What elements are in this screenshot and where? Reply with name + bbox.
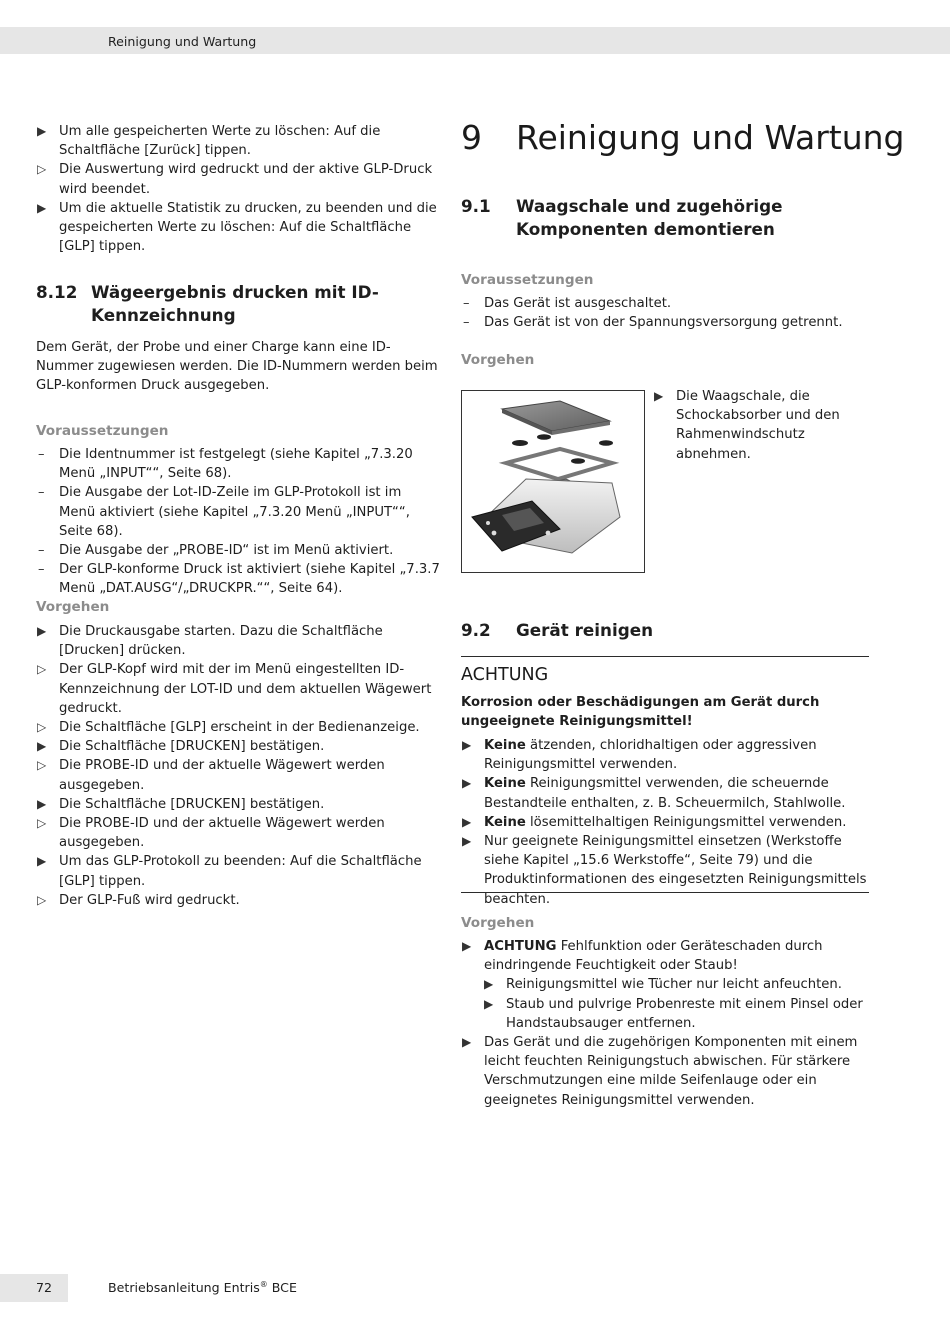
- balance-illustration: [462, 391, 644, 572]
- list-item: ▶ Um das GLP-Protokoll zu beenden: Auf die Schaltfläche [GLP] tippen.: [37, 854, 422, 889]
- warning-top-rule: [461, 656, 869, 657]
- list-item: ▶ Um die aktuelle Statistik zu drucken, zu beenden und die gespeicherten Werte zu löschen: Auf die Schaltfläche [GLP] tippen.: [37, 200, 437, 255]
- dash-icon: –: [38, 562, 45, 578]
- filled-arrow-icon: ▶: [37, 854, 47, 869]
- outline-arrow-icon: ▷: [37, 892, 47, 907]
- list-item: ▷ Die Schaltfläche [GLP] erscheint in der Bedienanzeige.: [36, 718, 440, 737]
- list-item: ▶ Das Gerät und die zugehörigen Komponenten mit einem leicht feuchten Reinigungstuch abwischen. Für stärkere Verschmutzungen eine milde Seifenlauge oder ein geeignetes Reinigungsmittel verwenden.: [462, 1035, 858, 1108]
- list-item: ▶ Die Schaltfläche [DRUCKEN] bestätigen.: [36, 737, 440, 756]
- dash-icon: –: [38, 485, 45, 501]
- list-item: ▷ Der GLP-Kopf wird mit der im Menü eingestellten ID-Kennzeichnung der LOT-ID und dem aktuellen Wägewert gedruckt.: [37, 662, 432, 716]
- list-item: – Das Gerät ist von der Spannungsversorgung getrennt.: [461, 313, 869, 332]
- prereq-list: [461, 294, 869, 332]
- list-item: ▶ Nur geeignete Reinigungsmittel einsetzen (Werkstoffe siehe Kapitel „15.6 Werkstoffe“, Seite 79) und die Produktinformationen des eingesetzten Reinigungsmittels beachten.: [462, 834, 867, 907]
- outline-arrow-icon: ▷: [37, 662, 47, 677]
- warning-list: [461, 736, 869, 909]
- running-header: Reinigung und Wartung: [108, 34, 257, 49]
- prereq-heading: Voraussetzungen: [36, 423, 169, 439]
- filled-arrow-icon: ▶: [462, 814, 472, 829]
- filled-arrow-icon: ▶: [654, 389, 664, 403]
- list-item: – Das Gerät ist ausgeschaltet.: [461, 294, 869, 313]
- list-item: – Die Ausgabe der Lot-ID-Zeile im GLP-Protokoll ist im Menü aktiviert (siehe Kapitel „7.3.20 Menü „INPUT““, Seite 68).: [38, 485, 410, 539]
- procedure-heading: Vorgehen: [461, 352, 535, 368]
- outline-arrow-icon: ▷: [37, 162, 47, 177]
- list-item: ▶ Die Druckausgabe starten. Dazu die Schaltfläche [Drucken] drücken.: [37, 624, 383, 659]
- figure-step: [653, 387, 869, 464]
- filled-arrow-icon: ▶: [37, 796, 47, 811]
- section-heading-8-12: 8.12 Wägeergebnis drucken mit ID-Kennzeichnung: [36, 282, 379, 325]
- filled-arrow-icon: ▶: [37, 624, 47, 638]
- outline-arrow-icon: ▷: [37, 758, 47, 773]
- list-item: ▶ Reinigungsmittel wie Tücher nur leicht anfeuchten.: [461, 975, 869, 994]
- list-item: ▶ Keine Reinigungsmittel verwenden, die scheuernde Bestandteile enthalten, z. B. Scheuermilch, Stahlwolle.: [462, 776, 846, 811]
- list-item: ▷ Die Auswertung wird gedruckt und der aktive GLP-Druck wird beendet.: [37, 162, 433, 197]
- filled-arrow-icon: ▶: [484, 977, 494, 992]
- filled-arrow-icon: ▶: [37, 124, 47, 138]
- filled-arrow-icon: ▶: [462, 1035, 472, 1050]
- filled-arrow-icon: ▶: [37, 200, 47, 215]
- filled-arrow-icon: ▶: [37, 739, 47, 754]
- procedure-heading: Vorgehen: [461, 915, 535, 931]
- list-item: ▷ Die PROBE-ID und der aktuelle Wägewert werden ausgegeben.: [37, 758, 385, 793]
- list-item: – Der GLP-konforme Druck ist aktiviert (siehe Kapitel „7.3.7 Menü „DAT.AUSG“/„DRUCKPR.““, Seite 64).: [38, 562, 440, 597]
- procedure-list: [461, 937, 869, 1110]
- outline-arrow-icon: ▷: [37, 816, 47, 831]
- warning-heading: Korrosion oder Beschädigungen am Gerät durch ungeeignete Reinigungsmittel!: [461, 695, 820, 730]
- filled-arrow-icon: ▶: [484, 996, 494, 1011]
- list-item: ▶ Die Schaltfläche [DRUCKEN] bestätigen.: [36, 795, 440, 814]
- list-item: – Die Identnummer ist festgelegt (siehe Kapitel „7.3.20 Menü „INPUT““, Seite 68).: [38, 447, 413, 482]
- procedure-heading: Vorgehen: [36, 599, 110, 615]
- list-item: ▶ Staub und pulvrige Probenreste mit einem Pinsel oder Handstaubsauger entfernen.: [484, 996, 863, 1031]
- procedure-list: [36, 622, 440, 910]
- list-item: ▶ Die Waagschale, die Schockabsorber und den Rahmenwindschutz abnehmen.: [654, 389, 840, 462]
- dash-icon: –: [38, 447, 45, 462]
- filled-arrow-icon: ▶: [462, 738, 472, 752]
- filled-arrow-icon: ▶: [462, 776, 472, 791]
- section-heading-9-1: 9.1 Waagschale und zugehörige Komponenten demontieren: [461, 196, 783, 239]
- filled-arrow-icon: ▶: [462, 939, 472, 953]
- prereq-heading: Voraussetzungen: [461, 272, 594, 288]
- warning-bottom-rule: [461, 892, 869, 893]
- page-number: 72: [36, 1280, 53, 1295]
- list-item: ▷ Die PROBE-ID und der aktuelle Wägewert werden ausgegeben.: [37, 816, 385, 851]
- list-item: ▶ ACHTUNG Fehlfunktion oder Geräteschaden durch eindringende Feuchtigkeit oder Staub!: [462, 939, 823, 974]
- section-heading-9-2: 9.2 Gerät reinigen: [461, 620, 654, 640]
- list-item: ▶ Um alle gespeicherten Werte zu löschen: Auf die Schaltfläche [Zurück] tippen.: [37, 124, 381, 159]
- intro-list: [36, 122, 440, 256]
- list-item: – Die Ausgabe der „PROBE-ID“ ist im Menü aktiviert.: [36, 541, 440, 560]
- dash-icon: –: [463, 315, 470, 331]
- filled-arrow-icon: ▶: [462, 834, 472, 849]
- dash-icon: –: [463, 296, 470, 311]
- prereq-list: [36, 445, 440, 599]
- list-item: ▷ Der GLP-Fuß wird gedruckt.: [36, 891, 440, 910]
- list-item: ▶ Keine lösemittelhaltigen Reinigungsmittel verwenden.: [461, 813, 869, 832]
- footer-bar: [0, 1274, 68, 1302]
- outline-arrow-icon: ▷: [37, 720, 47, 735]
- balance-disassembly-figure: [461, 390, 645, 573]
- section-intro: Dem Gerät, der Probe und einer Charge kann eine ID-Nummer zugewiesen werden. Die ID-Nummern werden beim GLP-konformen Druck ausgegeben.: [36, 340, 438, 394]
- warning-label: ACHTUNG: [461, 665, 549, 685]
- footer-title: Betriebsanleitung Entris® BCE: [108, 1280, 297, 1296]
- list-item: ▶ Keine ätzenden, chloridhaltigen oder aggressiven Reinigungsmittel verwenden.: [462, 738, 817, 773]
- dash-icon: –: [38, 543, 45, 559]
